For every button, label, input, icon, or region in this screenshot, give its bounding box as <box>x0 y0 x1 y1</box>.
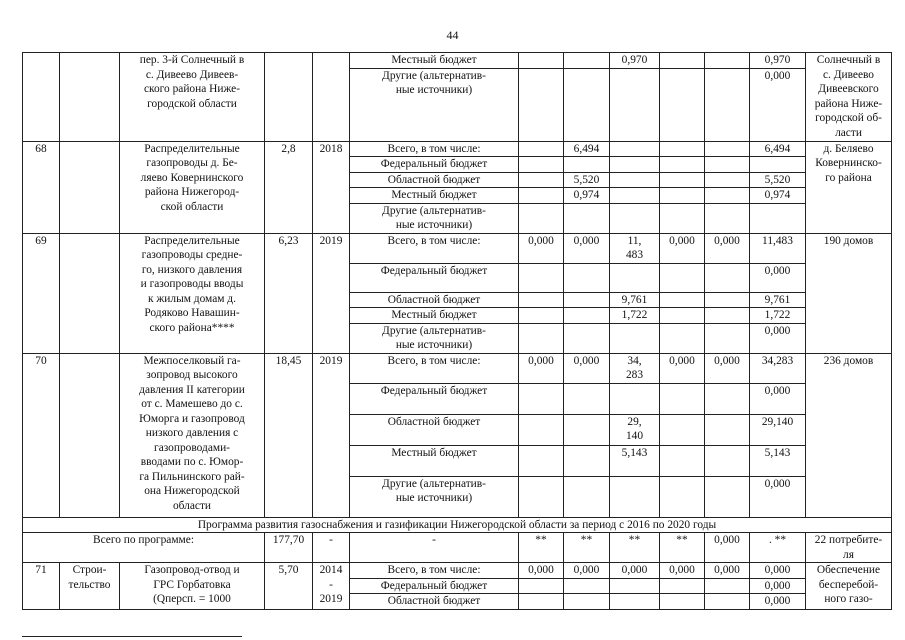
total-value: 1,722 <box>750 308 806 324</box>
object-name-line: Распределительные <box>144 142 240 155</box>
funding-source: Местный бюджет <box>350 53 519 69</box>
object-name-line: ского района Ниже- <box>143 83 241 95</box>
object-name <box>120 353 265 517</box>
year-value-2017 <box>564 68 610 141</box>
page-number: 44 <box>446 28 459 42</box>
year-value-2018: 1,722 <box>610 308 660 324</box>
year-value-2020 <box>705 476 750 517</box>
result <box>806 353 892 517</box>
year-value-2016 <box>519 445 564 476</box>
year-value-2020 <box>705 188 750 204</box>
year-value-2019: 0,000 <box>660 563 705 579</box>
year-value-2018: 9,761 <box>610 292 660 308</box>
funding-source <box>350 476 519 517</box>
year-value-2019 <box>660 476 705 517</box>
funding-source: Всего, в том числе: <box>350 233 519 263</box>
total-value: 0,000 <box>750 563 806 579</box>
year-value-2017 <box>564 323 610 353</box>
table-row <box>23 141 892 157</box>
total-value: . ** <box>750 533 806 563</box>
year-value-2020 <box>705 308 750 324</box>
total-value <box>750 203 806 233</box>
year-value-2016: ** <box>519 533 564 563</box>
funding-source <box>350 323 519 353</box>
object-name <box>120 563 265 610</box>
year-value-2020 <box>705 53 750 69</box>
year-value-2018 <box>610 594 660 610</box>
table-body <box>23 53 892 610</box>
year-value-2018: 0,000 <box>610 563 660 579</box>
year-value-2020 <box>705 578 750 594</box>
year-value-2017 <box>564 383 610 414</box>
year-value-2017: 0,974 <box>564 188 610 204</box>
year <box>313 563 350 610</box>
object-name-line: Родяково Навашин- <box>144 307 240 319</box>
year-value-2017 <box>564 53 610 69</box>
year-value-2018 <box>610 414 660 445</box>
year-value-2018 <box>610 578 660 594</box>
object-name-line: ского района**** <box>149 321 235 334</box>
result-line: 190 домов <box>823 234 874 247</box>
result <box>806 141 892 233</box>
year-value-2016 <box>519 157 564 173</box>
object-name-line: вводами по с. Юмор- <box>140 456 244 468</box>
year-value-2016 <box>519 188 564 204</box>
funding-source: Всего, в том числе: <box>350 141 519 157</box>
year-value-2017 <box>564 476 610 517</box>
year-value-2017 <box>564 578 610 594</box>
funding-source: Всего, в том числе: <box>350 353 519 383</box>
year-value-2019 <box>660 53 705 69</box>
year-value-2017 <box>564 263 610 292</box>
year-value-2020 <box>705 172 750 188</box>
year-value-2016 <box>519 203 564 233</box>
footer-rule <box>22 636 242 637</box>
year-line: 2014 <box>319 564 343 576</box>
year-value-2020: 0,000 <box>705 563 750 579</box>
funding-source-line: Другие (альтернатив- <box>382 69 486 82</box>
funding-source-line: ные источники) <box>395 339 473 351</box>
year-value-2018 <box>610 172 660 188</box>
object-name-line: га Пильнинского рай- <box>139 470 245 483</box>
year-value-2020 <box>705 383 750 414</box>
object-name-line: Межпоселковый га- <box>143 354 241 367</box>
funding-source <box>350 203 519 233</box>
year-value-2016 <box>519 578 564 594</box>
result-line: с. Дивеево <box>822 68 875 81</box>
result-line: ласти <box>835 126 862 139</box>
year-value-2020: 0,000 <box>705 353 750 383</box>
length-km <box>265 53 313 142</box>
year-value-2018 <box>610 233 660 263</box>
year-value-2016 <box>519 414 564 445</box>
year-value-2020 <box>705 414 750 445</box>
year-value-2017: 0,000 <box>564 233 610 263</box>
object-name-line: го, низкого давления <box>141 263 243 276</box>
year-value-2016 <box>519 383 564 414</box>
year-value-2016 <box>519 172 564 188</box>
year-value-2019 <box>660 445 705 476</box>
result <box>806 533 892 563</box>
year-value-2018 <box>610 68 660 141</box>
object-name-line: давления II категории <box>139 383 245 396</box>
funding-source-line: Другие (альтернатив- <box>382 477 486 490</box>
year-value-2018-line: 34, <box>627 354 642 367</box>
funding-source: Областной бюджет <box>350 414 519 445</box>
object-name-line: ской области <box>160 200 224 213</box>
year-value-2020: 0,000 <box>705 233 750 263</box>
year-value-2018 <box>610 203 660 233</box>
table-row <box>23 233 892 263</box>
year-value-2018 <box>610 353 660 383</box>
funding-source: - <box>350 533 519 563</box>
table-row <box>23 53 892 69</box>
year-value-2018 <box>610 263 660 292</box>
year-value-2019 <box>660 263 705 292</box>
funding-source: Федеральный бюджет <box>350 383 519 414</box>
year-value-2018-line: 11, <box>627 234 642 247</box>
year-value-2018: 0,970 <box>610 53 660 69</box>
funding-source-line: ные источники) <box>395 492 473 504</box>
result-line: Дивеевского <box>818 83 879 95</box>
year-value-2017 <box>564 292 610 308</box>
year-value-2019 <box>660 578 705 594</box>
year-value-2020 <box>705 323 750 353</box>
year-value-2016: 0,000 <box>519 563 564 579</box>
program-title-row <box>23 517 892 533</box>
result-line: бесперебой- <box>818 578 879 591</box>
table-row <box>23 563 892 579</box>
row-number: 70 <box>23 353 60 517</box>
year-line: - <box>329 578 333 591</box>
funding-source: Местный бюджет <box>350 445 519 476</box>
year-value-2017 <box>564 157 610 173</box>
total-value: 0,000 <box>750 578 806 594</box>
funding-source-line: ные источники) <box>395 219 473 231</box>
year-value-2016: 0,000 <box>519 353 564 383</box>
result-line: Обеспечение <box>816 564 881 576</box>
year-value-2016 <box>519 594 564 610</box>
object-name <box>120 233 265 353</box>
year-value-2018 <box>610 157 660 173</box>
gas-program-table <box>22 52 892 610</box>
year-value-2019 <box>660 414 705 445</box>
year-value-2018: ** <box>610 533 660 563</box>
year-value-2020 <box>705 68 750 141</box>
total-value: 34,283 <box>750 353 806 383</box>
work-type-line: тельство <box>68 578 111 591</box>
year-value-2017: ** <box>564 533 610 563</box>
year-value-2016 <box>519 292 564 308</box>
object-name-line: района Нижегород- <box>144 186 240 198</box>
object-name-line: (Qперсп. = 1000 <box>153 593 231 605</box>
year-value-2019 <box>660 383 705 414</box>
year-value-2017 <box>564 445 610 476</box>
year-value-2019 <box>660 594 705 610</box>
object-name-line: области <box>172 499 212 512</box>
year-value-2020 <box>705 141 750 157</box>
row-number: 68 <box>23 141 60 233</box>
result <box>806 233 892 353</box>
result-line: 22 потребите- <box>814 534 883 546</box>
year-value-2016 <box>519 141 564 157</box>
result-line: д. Беляево <box>823 142 874 155</box>
year-value-2018-line: 140 <box>625 430 644 442</box>
year-value-2017: 0,000 <box>564 353 610 383</box>
work-type-line: Строи- <box>72 564 107 576</box>
year-value-2017: 6,494 <box>564 141 610 157</box>
length-km: 6,23 <box>265 233 313 353</box>
program-total-label: Всего по программе: <box>23 533 265 563</box>
result-line: го района <box>825 171 872 184</box>
funding-source: Областной бюджет <box>350 292 519 308</box>
year-value-2018 <box>610 141 660 157</box>
year-value-2018-line: 283 <box>625 369 644 381</box>
object-name-line: ляево Ковернинского <box>140 171 244 184</box>
total-value: 9,761 <box>750 292 806 308</box>
object-name-line: к жилым домам д. <box>148 292 236 305</box>
row-number <box>23 53 60 142</box>
length-km: 5,70 <box>265 563 313 610</box>
year-value-2018 <box>610 383 660 414</box>
object-name-line: газопроводы средне- <box>141 249 243 261</box>
funding-source: Местный бюджет <box>350 308 519 324</box>
funding-source: Всего, в том числе: <box>350 563 519 579</box>
result-line: 236 домов <box>823 354 874 367</box>
object-name-line: она Нижегородской <box>144 485 240 497</box>
work-type <box>60 141 120 233</box>
year-value-2019: 0,000 <box>660 233 705 263</box>
year-value-2016 <box>519 53 564 69</box>
result-line: ля <box>843 548 854 561</box>
year-value-2019 <box>660 172 705 188</box>
year-value-2019 <box>660 141 705 157</box>
year-value-2017: 0,000 <box>564 563 610 579</box>
year: 2018 <box>313 141 350 233</box>
length-km: 177,70 <box>265 533 313 563</box>
total-value: 0,000 <box>750 323 806 353</box>
result-line: района Ниже- <box>814 97 883 110</box>
year: - <box>313 533 350 563</box>
year: 2019 <box>313 353 350 517</box>
total-value: 0,000 <box>750 476 806 517</box>
object-name-line: от с. Мамешево до с. <box>141 398 243 410</box>
length-km: 18,45 <box>265 353 313 517</box>
object-name-line: ГРС Горбатовка <box>153 578 231 591</box>
object-name-line: газопроводы д. Бе- <box>146 157 238 169</box>
year-value-2016: 0,000 <box>519 233 564 263</box>
year-value-2020: 0,000 <box>705 533 750 563</box>
program-title: Программа развития газоснабжения и газификации Нижегородской области за период с 2016 по 2020 годы <box>23 517 892 533</box>
row-number: 71 <box>23 563 60 610</box>
funding-source-line: Другие (альтернатив- <box>382 324 486 337</box>
object-name-line: с. Дивеево Дивеев- <box>145 68 239 81</box>
year-value-2016 <box>519 308 564 324</box>
year-line: 2019 <box>319 593 343 605</box>
funding-source-line: ные источники) <box>395 84 473 96</box>
object-name <box>120 53 265 142</box>
object-name-line: Распределительные <box>144 234 240 247</box>
year-value-2020 <box>705 445 750 476</box>
object-name-line: и газопроводы вводы <box>140 278 244 290</box>
year-value-2018-line: 483 <box>625 249 644 261</box>
funding-source: Областной бюджет <box>350 594 519 610</box>
year-value-2018-line: 29, <box>627 415 642 428</box>
row-number: 69 <box>23 233 60 353</box>
length-km: 2,8 <box>265 141 313 233</box>
result-line: ного газо- <box>824 593 873 605</box>
year-value-2019: 0,000 <box>660 353 705 383</box>
result <box>806 53 892 142</box>
object-name <box>120 141 265 233</box>
work-type <box>60 563 120 610</box>
total-value: 0,000 <box>750 68 806 141</box>
total-value: 0,000 <box>750 383 806 414</box>
year-value-2020 <box>705 203 750 233</box>
funding-source-line: Другие (альтернатив- <box>382 204 486 217</box>
funding-source: Местный бюджет <box>350 188 519 204</box>
year-value-2019 <box>660 157 705 173</box>
year-value-2016 <box>519 323 564 353</box>
year-value-2020 <box>705 594 750 610</box>
result-line: Ковернинско- <box>815 157 882 169</box>
table-row <box>23 353 892 383</box>
year-value-2018: 5,143 <box>610 445 660 476</box>
year-value-2019: ** <box>660 533 705 563</box>
result <box>806 563 892 610</box>
program-total-row <box>23 533 892 563</box>
total-value: 29,140 <box>750 414 806 445</box>
year-value-2020 <box>705 157 750 173</box>
result-line: городской об- <box>815 112 882 124</box>
work-type <box>60 233 120 353</box>
funding-source: Федеральный бюджет <box>350 578 519 594</box>
year-value-2019 <box>660 203 705 233</box>
year: 2019 <box>313 233 350 353</box>
work-type <box>60 353 120 517</box>
year-value-2019 <box>660 188 705 204</box>
year <box>313 53 350 142</box>
year-value-2017 <box>564 594 610 610</box>
total-value: 0,970 <box>750 53 806 69</box>
funding-source: Федеральный бюджет <box>350 157 519 173</box>
year-value-2016 <box>519 263 564 292</box>
year-value-2019 <box>660 308 705 324</box>
year-value-2016 <box>519 68 564 141</box>
year-value-2018 <box>610 323 660 353</box>
object-name-line: городской области <box>147 97 237 110</box>
total-value <box>750 157 806 173</box>
year-value-2017: 5,520 <box>564 172 610 188</box>
year-value-2018 <box>610 188 660 204</box>
year-value-2017 <box>564 414 610 445</box>
year-value-2017 <box>564 203 610 233</box>
total-value: 0,000 <box>750 263 806 292</box>
total-value: 0,974 <box>750 188 806 204</box>
object-name-line: газопроводами- <box>154 441 230 454</box>
year-value-2018 <box>610 476 660 517</box>
object-name-line: Юморга и газопровод <box>139 412 245 425</box>
funding-source <box>350 68 519 141</box>
funding-source: Федеральный бюджет <box>350 263 519 292</box>
object-name-line: пер. 3-й Солнечный в <box>139 54 245 66</box>
total-value: 6,494 <box>750 141 806 157</box>
object-name-line: зопровод высокого <box>146 369 238 381</box>
total-value: 5,520 <box>750 172 806 188</box>
year-value-2019 <box>660 292 705 308</box>
total-value: 5,143 <box>750 445 806 476</box>
year-value-2019 <box>660 68 705 141</box>
object-name-line: низкого давления с <box>145 427 239 439</box>
year-value-2020 <box>705 292 750 308</box>
total-value: 0,000 <box>750 594 806 610</box>
object-name-line: Газопровод-отвод и <box>144 564 240 576</box>
year-value-2016 <box>519 476 564 517</box>
year-value-2020 <box>705 263 750 292</box>
year-value-2019 <box>660 323 705 353</box>
work-type <box>60 53 120 142</box>
year-value-2017 <box>564 308 610 324</box>
funding-source: Областной бюджет <box>350 172 519 188</box>
total-value: 11,483 <box>750 233 806 263</box>
result-line: Солнечный в <box>816 54 881 66</box>
